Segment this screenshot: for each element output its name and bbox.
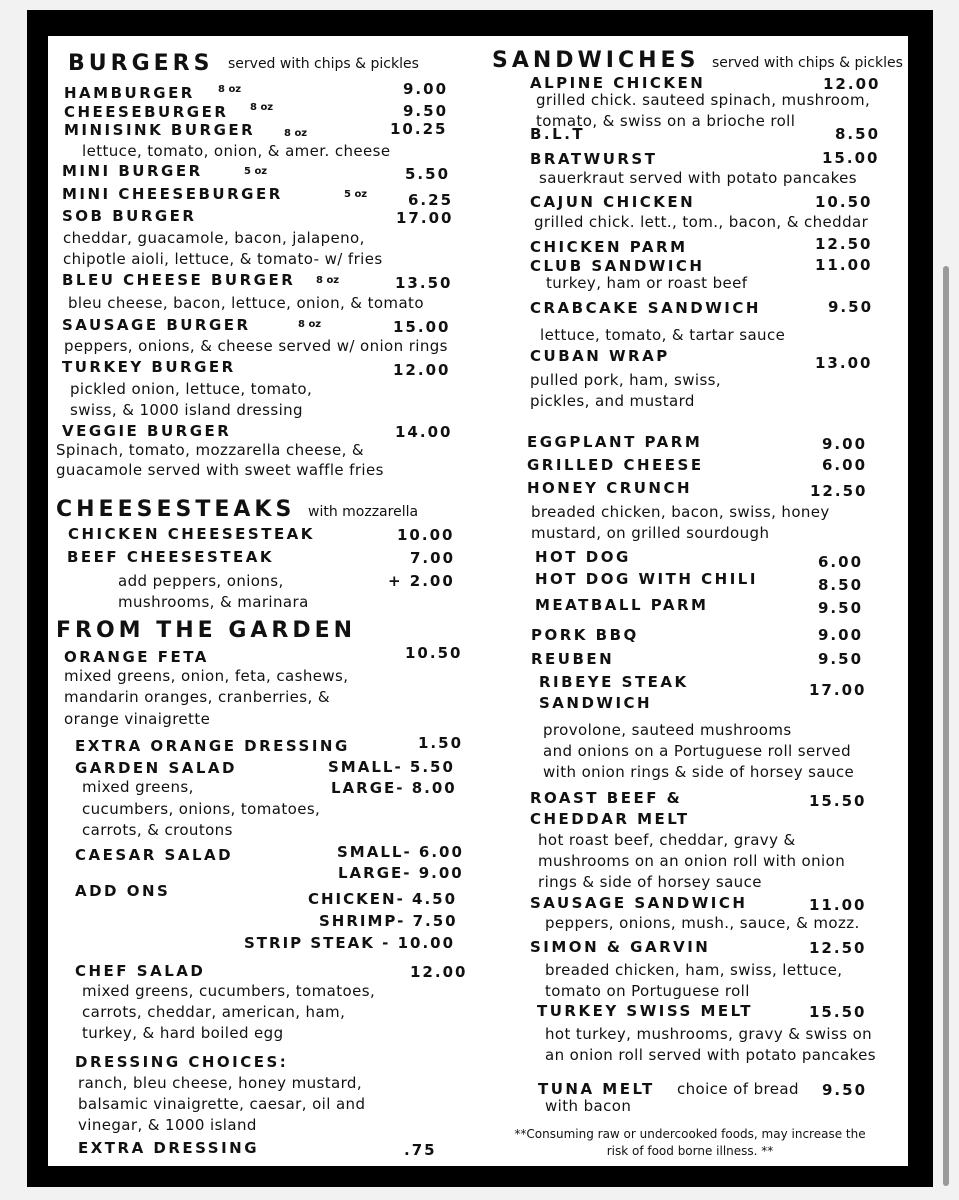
extra-orange-dressing-name: EXTRA ORANGE DRESSING <box>75 737 350 755</box>
club-sandwich-name: CLUB SANDWICH <box>530 257 705 275</box>
eggplant-parm-name: EGGPLANT PARM <box>527 433 703 451</box>
add-on-shrimp: SHRIMP- 7.50 <box>319 912 458 930</box>
sausage-burger-name: SAUSAGE BURGER <box>62 316 251 334</box>
dressing-choices-title: DRESSING CHOICES: <box>75 1053 289 1071</box>
honey-crunch-desc-2: mustard, on grilled sourdough <box>531 524 770 542</box>
minisink-desc: lettuce, tomato, onion, & amer. cheese <box>82 142 391 160</box>
ribeye-price: 17.00 <box>809 681 867 699</box>
simon-garvin-price: 12.50 <box>809 939 867 957</box>
ribeye-desc-3: with onion rings & side of horsey sauce <box>543 763 855 781</box>
tuna-melt-desc: with bacon <box>545 1097 632 1115</box>
meatball-parm-price: 9.50 <box>818 599 864 617</box>
club-sandwich-desc: turkey, ham or roast beef <box>546 274 748 292</box>
pork-bbq-price: 9.00 <box>818 626 864 644</box>
alpine-chicken-name: ALPINE CHICKEN <box>530 74 706 92</box>
footnote <box>495 1126 885 1161</box>
hamburger-price: 9.00 <box>403 80 449 98</box>
mini-burger-name: MINI BURGER <box>62 162 203 180</box>
cheeseburger-oz: 8 oz <box>250 102 274 113</box>
chicken-cheesesteak-name: CHICKEN CHEESESTEAK <box>68 525 315 543</box>
simon-garvin-desc-1: breaded chicken, ham, swiss, lettuce, <box>545 961 843 979</box>
turkey-burger-price: 12.00 <box>393 361 451 379</box>
minisink-oz: 8 oz <box>284 128 308 139</box>
beef-cheesesteak-price: 7.00 <box>410 549 456 567</box>
meatball-parm-name: MEATBALL PARM <box>535 596 709 614</box>
bratwurst-price: 15.00 <box>822 149 880 167</box>
alpine-chicken-desc-1: grilled chick. sauteed spinach, mushroom, <box>536 91 871 109</box>
eggplant-parm-price: 9.00 <box>822 435 868 453</box>
mini-burger-oz: 5 oz <box>244 166 268 177</box>
garden-title: FROM THE GARDEN <box>56 618 357 643</box>
caesar-salad-name: CAESAR SALAD <box>75 846 234 864</box>
reuben-name: REUBEN <box>531 650 615 668</box>
hamburger-name: HAMBURGER <box>64 84 195 102</box>
cheesesteaks-subtitle: with mozzarella <box>308 504 419 520</box>
cheesesteak-addon-price: + 2.00 <box>388 572 455 590</box>
extra-orange-dressing-price: 1.50 <box>418 734 464 752</box>
chef-salad-desc-1: mixed greens, cucumbers, tomatoes, <box>82 982 376 1000</box>
mini-cheeseburger-name: MINI CHEESEBURGER <box>62 185 283 203</box>
roast-beef-name-1: ROAST BEEF & <box>530 789 683 807</box>
orange-feta-desc-1: mixed greens, onion, feta, cashews, <box>64 667 349 685</box>
cheesesteaks-title: CHEESESTEAKS <box>56 497 296 522</box>
cuban-wrap-name: CUBAN WRAP <box>530 347 670 365</box>
chicken-parm-name: CHICKEN PARM <box>530 238 688 256</box>
turkey-swiss-melt-desc-2: an onion roll served with potato pancakes <box>545 1046 876 1064</box>
chef-salad-price: 12.00 <box>410 963 468 981</box>
dressing-choices-desc-2: balsamic vinaigrette, caesar, oil and <box>78 1095 366 1113</box>
ribeye-desc-1: provolone, sauteed mushrooms <box>543 721 792 739</box>
honey-crunch-name: HONEY CRUNCH <box>527 479 693 497</box>
reuben-price: 9.50 <box>818 650 864 668</box>
hamburger-oz: 8 oz <box>218 84 242 95</box>
honey-crunch-desc-1: breaded chicken, bacon, swiss, honey <box>531 503 830 521</box>
veggie-burger-price: 14.00 <box>395 423 453 441</box>
dressing-choices-desc-1: ranch, bleu cheese, honey mustard, <box>78 1074 363 1092</box>
extra-dressing-price: .75 <box>404 1141 437 1159</box>
grilled-cheese-name: GRILLED CHEESE <box>527 456 704 474</box>
chicken-cheesesteak-price: 10.00 <box>397 526 455 544</box>
sob-burger-desc-2: chipotle aioli, lettuce, & tomato- w/ fries <box>63 250 383 268</box>
veggie-burger-desc-1: Spinach, tomato, mozzarella cheese, & <box>56 441 365 459</box>
garden-salad-name: GARDEN SALAD <box>75 759 237 777</box>
burgers-subtitle: served with chips & pickles <box>228 56 419 72</box>
ribeye-name-2: SANDWICH <box>539 694 653 712</box>
garden-salad-desc-2: cucumbers, onions, tomatoes, <box>82 800 321 818</box>
chef-salad-desc-3: turkey, & hard boiled egg <box>82 1024 284 1042</box>
minisink-name: MINISINK BURGER <box>64 121 256 139</box>
cheesesteak-addon-desc-2: mushrooms, & marinara <box>118 593 309 611</box>
cheesesteak-addon-desc-1: add peppers, onions, <box>118 572 284 590</box>
cheeseburger-price: 9.50 <box>403 102 449 120</box>
alpine-chicken-desc-2: tomato, & swiss on a brioche roll <box>536 112 796 130</box>
turkey-burger-desc-2: swiss, & 1000 island dressing <box>70 401 303 419</box>
ribeye-name-1: RIBEYE STEAK <box>539 673 689 691</box>
crabcake-sandwich-name: CRABCAKE SANDWICH <box>530 299 761 317</box>
bleu-burger-desc: bleu cheese, bacon, lettuce, onion, & tomato <box>68 294 424 312</box>
cajun-chicken-price: 10.50 <box>815 193 873 211</box>
turkey-swiss-melt-name: TURKEY SWISS MELT <box>537 1002 753 1020</box>
sob-burger-price: 17.00 <box>396 209 454 227</box>
alpine-chicken-price: 12.00 <box>823 75 881 93</box>
hot-dog-name: HOT DOG <box>535 548 631 566</box>
mini-cheeseburger-price: 6.25 <box>408 191 454 209</box>
cajun-chicken-name: CAJUN CHICKEN <box>530 193 696 211</box>
sandwiches-title: SANDWICHES <box>492 48 700 73</box>
add-on-chicken: CHICKEN- 4.50 <box>308 890 458 908</box>
turkey-swiss-melt-desc-1: hot turkey, mushrooms, gravy & swiss on <box>545 1025 873 1043</box>
hot-dog-chili-name: HOT DOG WITH CHILI <box>535 570 758 588</box>
sausage-burger-price: 15.00 <box>393 318 451 336</box>
sob-burger-name: SOB BURGER <box>62 207 197 225</box>
cuban-wrap-price: 13.00 <box>815 354 873 372</box>
bleu-burger-oz: 8 oz <box>316 275 340 286</box>
bleu-burger-name: BLEU CHEESE BURGER <box>62 271 296 289</box>
caesar-salad-small: SMALL- 6.00 <box>337 843 464 861</box>
roast-beef-desc-3: rings & side of horsey sauce <box>538 873 762 891</box>
garden-salad-small: SMALL- 5.50 <box>328 758 455 776</box>
sausage-sandwich-desc: peppers, onions, mush., sauce, & mozz. <box>545 914 860 932</box>
bratwurst-name: BRATWURST <box>530 150 658 168</box>
sausage-burger-oz: 8 oz <box>298 319 322 330</box>
extra-dressing-name: EXTRA DRESSING <box>78 1139 260 1157</box>
blt-price: 8.50 <box>835 125 881 143</box>
tuna-melt-note: choice of bread <box>677 1080 799 1098</box>
footnote-line-2: risk of food borne illness. ** <box>606 1144 774 1159</box>
orange-feta-name: ORANGE FETA <box>64 648 209 666</box>
blt-name: B.L.T <box>530 125 586 143</box>
crabcake-sandwich-desc: lettuce, tomato, & tartar sauce <box>540 326 786 344</box>
scrollbar[interactable] <box>943 266 949 1186</box>
cajun-chicken-desc: grilled chick. lett., tom., bacon, & cheddar <box>534 213 869 231</box>
cuban-wrap-desc-2: pickles, and mustard <box>530 392 695 410</box>
veggie-burger-desc-2: guacamole served with sweet waffle fries <box>56 461 384 479</box>
turkey-swiss-melt-price: 15.50 <box>809 1003 867 1021</box>
simon-garvin-name: SIMON & GARVIN <box>530 938 711 956</box>
sob-burger-desc-1: cheddar, guacamole, bacon, jalapeno, <box>63 229 365 247</box>
bleu-burger-price: 13.50 <box>395 274 453 292</box>
tuna-melt-price: 9.50 <box>822 1081 868 1099</box>
veggie-burger-name: VEGGIE BURGER <box>62 422 232 440</box>
chicken-parm-price: 12.50 <box>815 235 873 253</box>
mini-burger-price: 5.50 <box>405 165 451 183</box>
caesar-salad-large: LARGE- 9.00 <box>338 864 464 882</box>
minisink-price: 10.25 <box>390 120 448 138</box>
add-ons-title: ADD ONS <box>75 882 171 900</box>
garden-salad-desc-3: carrots, & croutons <box>82 821 233 839</box>
garden-salad-large: LARGE- 8.00 <box>331 779 457 797</box>
chef-salad-name: CHEF SALAD <box>75 962 206 980</box>
sausage-sandwich-name: SAUSAGE SANDWICH <box>530 894 748 912</box>
beef-cheesesteak-name: BEEF CHEESESTEAK <box>67 548 275 566</box>
ribeye-desc-2: and onions on a Portuguese roll served <box>543 742 851 760</box>
simon-garvin-desc-2: tomato on Portuguese roll <box>545 982 750 1000</box>
turkey-burger-desc-1: pickled onion, lettuce, tomato, <box>70 380 313 398</box>
sausage-sandwich-price: 11.00 <box>809 896 867 914</box>
grilled-cheese-price: 6.00 <box>822 456 868 474</box>
garden-salad-desc-1: mixed greens, <box>82 778 194 796</box>
pork-bbq-name: PORK BBQ <box>531 626 639 644</box>
orange-feta-desc-2: mandarin oranges, cranberries, & <box>64 688 330 706</box>
orange-feta-price: 10.50 <box>405 644 463 662</box>
hot-dog-price: 6.00 <box>818 553 864 571</box>
roast-beef-desc-1: hot roast beef, cheddar, gravy & <box>538 831 796 849</box>
cheeseburger-name: CHEESEBURGER <box>64 103 229 121</box>
crabcake-sandwich-price: 9.50 <box>828 298 874 316</box>
bratwurst-desc: sauerkraut served with potato pancakes <box>539 169 857 187</box>
orange-feta-desc-3: orange vinaigrette <box>64 710 211 728</box>
sandwiches-subtitle: served with chips & pickles <box>712 55 903 71</box>
tuna-melt-name: TUNA MELT <box>538 1080 655 1098</box>
chef-salad-desc-2: carrots, cheddar, american, ham, <box>82 1003 346 1021</box>
cuban-wrap-desc-1: pulled pork, ham, swiss, <box>530 371 722 389</box>
mini-cheeseburger-oz: 5 oz <box>344 189 368 200</box>
add-on-strip-steak: STRIP STEAK - 10.00 <box>244 934 456 952</box>
turkey-burger-name: TURKEY BURGER <box>62 358 236 376</box>
footnote-line-1: **Consuming raw or undercooked foods, may increase the <box>514 1127 866 1141</box>
roast-beef-price: 15.50 <box>809 792 867 810</box>
honey-crunch-price: 12.50 <box>810 482 868 500</box>
roast-beef-desc-2: mushrooms on an onion roll with onion <box>538 852 846 870</box>
roast-beef-name-2: CHEDDAR MELT <box>530 810 690 828</box>
sausage-burger-desc: peppers, onions, & cheese served w/ onion rings <box>64 337 448 355</box>
burgers-title: BURGERS <box>68 51 214 76</box>
dressing-choices-desc-3: vinegar, & 1000 island <box>78 1116 257 1134</box>
club-sandwich-price: 11.00 <box>815 256 873 274</box>
hot-dog-chili-price: 8.50 <box>818 576 864 594</box>
